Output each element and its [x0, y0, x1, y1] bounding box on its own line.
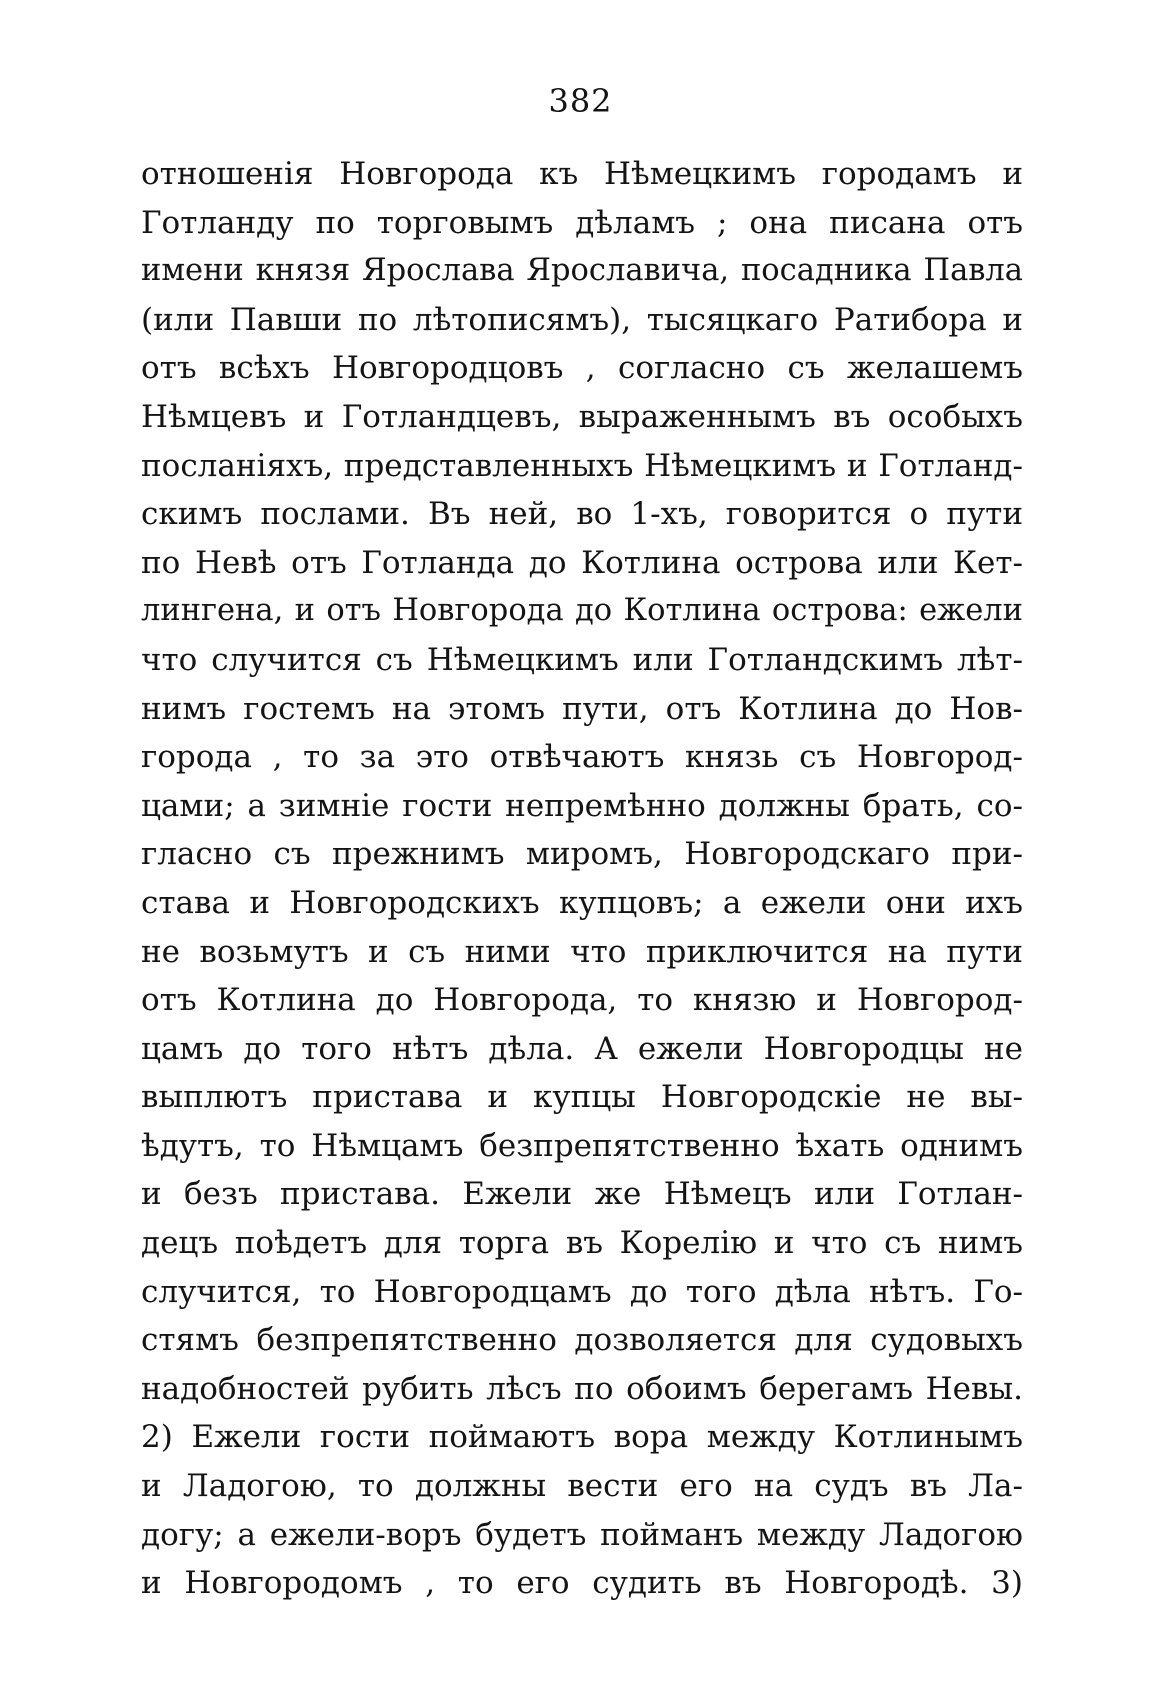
text-line: посланіяхъ, представленныхъ Нѣмецкимъ и Готланд-	[141, 447, 1023, 484]
text-line: (или Павши по лѣтописямъ), тысяцкаго Ратибора и	[141, 301, 1023, 338]
text-line: отъ всѣхъ Новгородцовъ , согласно съ желашемъ	[141, 350, 1023, 387]
text-line: децъ поѣдетъ для торга въ Корелію и что съ нимъ	[141, 1225, 1023, 1262]
text-line: 2) Ежели гости поймаютъ вора между Котлинымъ	[141, 1419, 1023, 1456]
text-line: имени князя Ярослава Ярославича, посадника Павла	[141, 253, 1023, 289]
text-line: случится, то Новгородцамъ до того дѣла нѣтъ. Го-	[141, 1273, 1023, 1310]
text-line: выплютъ пристава и купцы Новгородскіе не вы-	[141, 1079, 1023, 1116]
text-line: по Невѣ отъ Готланда до Котлина острова или Кет-	[141, 544, 1023, 581]
text-line: что случится съ Нѣмецкимъ или Готландскимъ лѣт-	[141, 641, 1023, 678]
text-line: ѣдутъ, то Нѣмцамъ безпрепятственно ѣхать однимъ	[141, 1127, 1023, 1164]
text-line: отъ Котлина до Новгорода, то князю и Новгород-	[141, 982, 1023, 1019]
text-line: догу; а ежели-воръ будетъ пойманъ между Ладогою	[141, 1516, 1023, 1553]
text-line: гласно съ прежнимъ миромъ, Новгородскаго при-	[141, 836, 1023, 873]
text-line: надобностей рубить лѣсъ по обоимъ берегамъ Невы.	[141, 1370, 1023, 1407]
text-line: стямъ безпрепятственно дозволяется для судовыхъ	[141, 1322, 1023, 1359]
text-line: Готланду по торговымъ дѣламъ ; она писана отъ	[141, 204, 1023, 241]
page-number: 382	[548, 82, 613, 120]
text-line: и безъ пристава. Ежели же Нѣмецъ или Готлан-	[141, 1176, 1023, 1213]
text-line: не возьмутъ и съ ними что приключится на пути	[141, 933, 1023, 970]
text-line: отношенія Новгорода къ Нѣмецкимъ городамъ и	[141, 156, 1023, 192]
text-line: и Ладогою, то должны вести его на судъ въ Ла-	[141, 1468, 1023, 1505]
text-line: нимъ гостемъ на этомъ пути, отъ Котлина до Нов-	[141, 690, 1023, 727]
body-text	[141, 150, 1023, 1608]
text-line: цами; а зимніе гости непремѣнно должны брать, со-	[141, 787, 1023, 824]
text-line: и Новгородомъ , то его судить въ Новгородѣ. 3)	[141, 1565, 1023, 1602]
text-line: скимъ послами. Въ ней, во 1-хъ, говорится о пути	[141, 496, 1023, 533]
text-line: Нѣмцевъ и Готландцевъ, выраженнымъ въ особыхъ	[141, 398, 1023, 435]
text-line: города , то за это отвѣчаютъ князь съ Новгород-	[141, 739, 1023, 776]
text-line: става и Новгородскихъ купцовъ; а ежели они ихъ	[141, 884, 1023, 921]
text-line: лингена, и отъ Новгорода до Котлина острова: ежели	[141, 593, 1023, 629]
text-line: цамъ до того нѣтъ дѣла. А ежели Новгородцы не	[141, 1030, 1023, 1067]
